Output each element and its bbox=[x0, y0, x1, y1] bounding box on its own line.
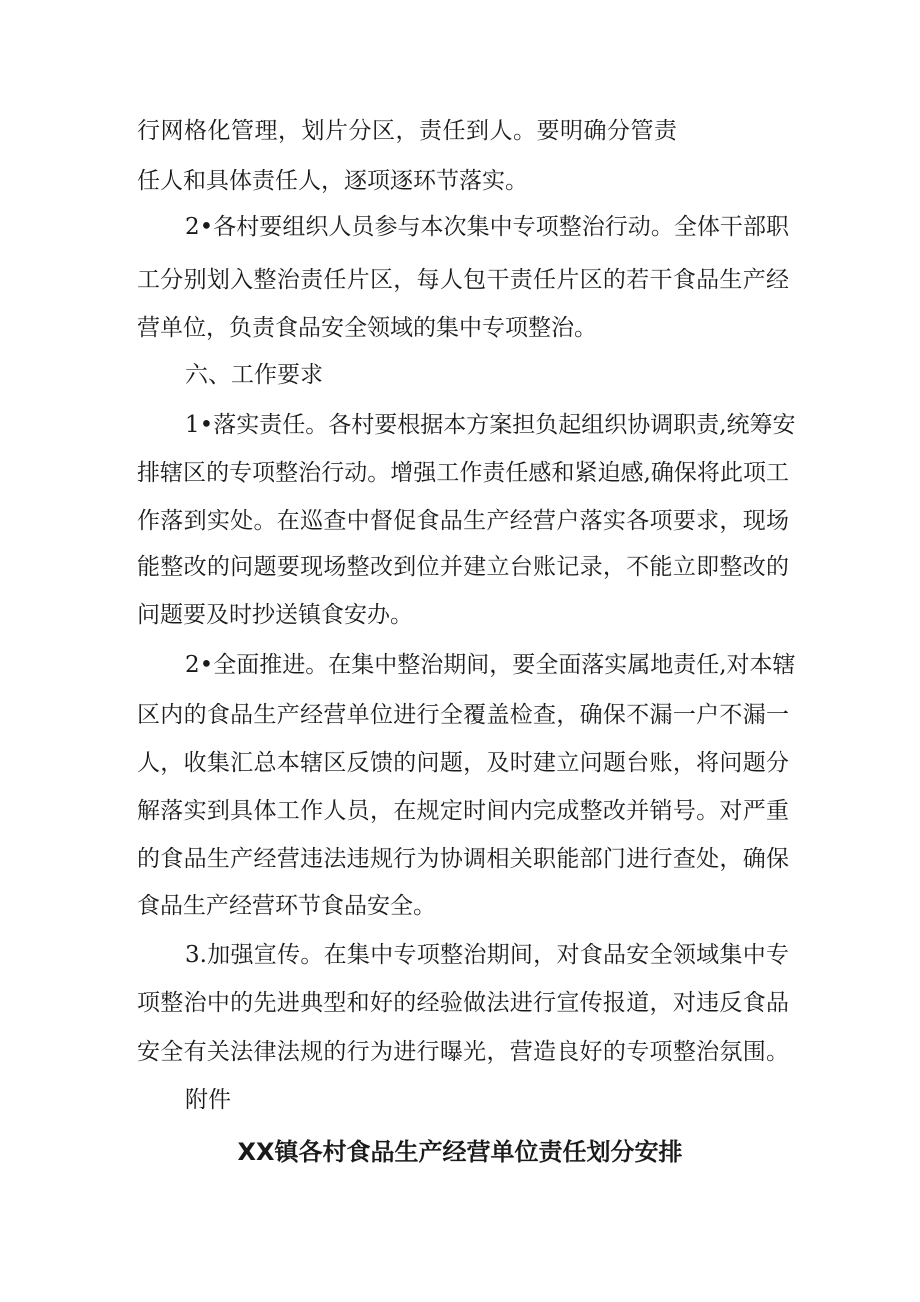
text-line: 区内的食品生产经营单位进行全覆盖检查，确保不漏一户不漏一 bbox=[137, 702, 789, 728]
text-line: 工分别划入整治责任片区，每人包干责任片区的若干食品生产经 bbox=[137, 267, 789, 293]
text-line: 问题要及时抄送镇食安办。 bbox=[137, 602, 413, 628]
text-line: 项整治中的先进典型和好的经验做法进行宣传报道，对违反食品 bbox=[137, 990, 789, 1016]
text-line: 3.加强宣传。在集中专项整治期间，对食品安全领域集中专 bbox=[185, 942, 789, 968]
text-line: 2•全面推进。在集中整治期间，要全面落实属地责任,对本辖 bbox=[185, 652, 796, 678]
text-line: 人，收集汇总本辖区反馈的问题，及时建立问题台账，将问题分 bbox=[137, 750, 789, 776]
text-line: 1•落实责任。各村要根据本方案担负起组织协调职责,统筹安 bbox=[185, 412, 796, 438]
attachment-label: 附件 bbox=[185, 1087, 231, 1113]
text-line: 能整改的问题要现场整改到位并建立台账记录，不能立即整改的 bbox=[137, 554, 789, 580]
text-line: 食品生产经营环节食品安全。 bbox=[137, 893, 436, 919]
text-line: 2•各村要组织人员参与本次集中专项整治行动。全体干部职 bbox=[185, 214, 789, 240]
text-line: 行网格化管理，划片分区，责任到人。要明确分管责 bbox=[137, 118, 677, 144]
text-line: 排辖区的专项整治行动。增强工作责任感和紧迫感,确保将此项工 bbox=[137, 460, 789, 486]
text-line: 安全有关法律法规的行为进行曝光，营造良好的专项整治氛围。 bbox=[137, 1039, 789, 1065]
text-line: 的食品生产经营违法违规行为协调相关职能部门进行查处，确保 bbox=[137, 846, 789, 872]
attachment-title: XX镇各村食品生产经营单位责任划分安排 bbox=[237, 1138, 683, 1166]
section-heading: 六、工作要求 bbox=[185, 362, 323, 388]
text-line: 作落到实处。在巡查中督促食品生产经营户落实各项要求，现场 bbox=[137, 508, 789, 534]
text-line: 营单位，负责食品安全领域的集中专项整治。 bbox=[137, 315, 597, 341]
text-line: 解落实到具体工作人员，在规定时间内完成整改并销号。对严重 bbox=[137, 798, 789, 824]
text-line: 任人和具体责任人，逐项逐环节落实。 bbox=[137, 168, 528, 194]
